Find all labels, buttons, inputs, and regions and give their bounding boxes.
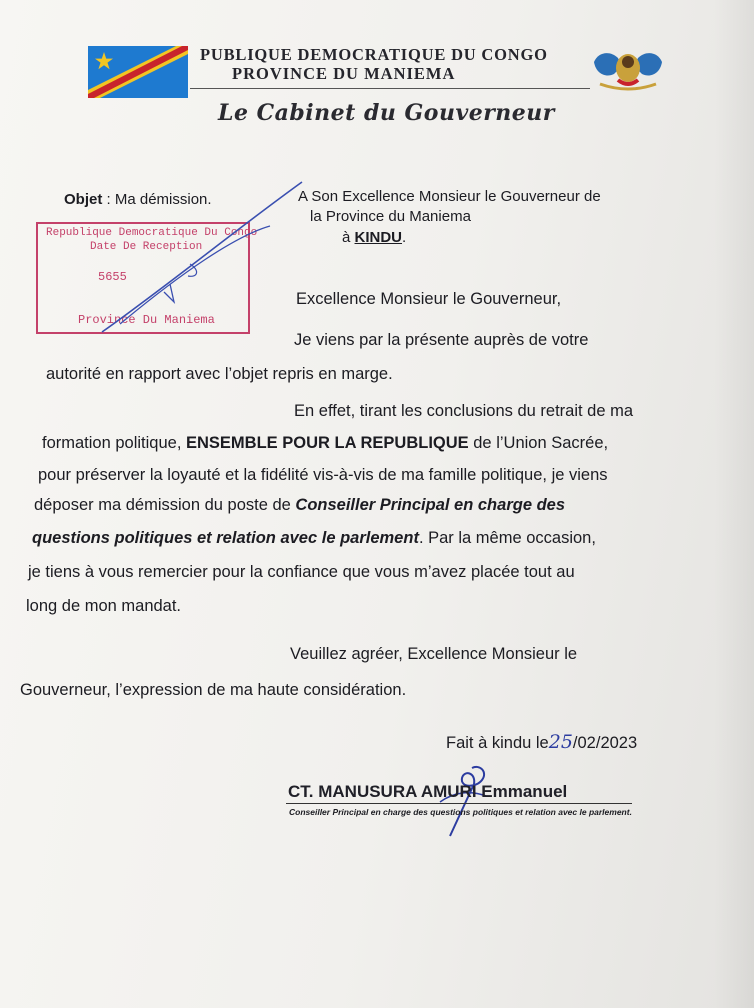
stamp-number: 5655 (98, 270, 127, 284)
para2-line-5-b: . Par la même occasion, (418, 529, 596, 547)
closing-line-1: Veuillez agréer, Excellence Monsieur le (290, 645, 578, 663)
date-rest: /02/2023 (572, 734, 638, 752)
para2-line-2-a: formation politique, (42, 434, 186, 452)
para2-line-1: En effet, tirant les conclusions du retrait de ma (294, 402, 634, 420)
drc-flag-icon (88, 46, 188, 98)
para2-line-5 (32, 529, 596, 548)
para2-line-2 (42, 434, 608, 453)
recipient-line-2: la Province du Maniema (310, 208, 471, 225)
recipient-line-1: A Son Excellence Monsieur le Gouverneur de (298, 188, 601, 205)
date-line (446, 731, 637, 753)
page-shadow (714, 0, 754, 1008)
para2-line-4-a: déposer ma démission du poste de (34, 496, 296, 514)
date-day-handwritten: 25 (548, 731, 573, 753)
signature-divider (286, 803, 632, 804)
recipient-suffix: . (402, 229, 407, 246)
para1-line-2: autorité en rapport avec l’objet repris en marge. (46, 365, 393, 383)
handwritten-stroke-icon (30, 174, 330, 344)
recipient-city: KINDU (354, 229, 403, 246)
recipient-prefix: à (342, 229, 355, 246)
header-divider (190, 88, 590, 89)
salutation: Excellence Monsieur le Gouverneur, (296, 290, 562, 308)
date-prefix: Fait à kindu le (446, 734, 549, 752)
para2-line-2-c: de l’Union Sacrée, (468, 434, 609, 452)
position-title-part-1: Conseiller Principal en charge des (295, 496, 566, 514)
para2-line-7: long de mon mandat. (26, 597, 182, 615)
subject-label: Objet (64, 191, 103, 208)
para2-line-4 (34, 496, 565, 515)
header-country: PUBLIQUE DEMOCRATIQUE DU CONGO (200, 45, 548, 64)
party-name: ENSEMBLE POUR LA REPUBLIQUE (186, 434, 469, 452)
subject-text: : Ma démission. (102, 191, 212, 208)
para2-line-6: je tiens à vous remercier pour la confiance que vous m’avez placée tout au (28, 563, 575, 581)
coat-of-arms-icon (588, 44, 668, 94)
header-province: PROVINCE DU MANIEMA (232, 64, 456, 83)
signatory-title: Conseiller Principal en charge des questions politiques et relation avec le parlement. (289, 807, 632, 817)
cabinet-title: Le Cabinet du Gouverneur (218, 100, 555, 126)
stamp-country: Republique Democratique Du Congo (46, 227, 258, 239)
recipient-line-3 (342, 229, 406, 246)
para2-line-3: pour préserver la loyauté et la fidélité vis-à-vis de ma famille politique, je viens (38, 466, 608, 484)
closing-line-2: Gouverneur, l’expression de ma haute considération. (20, 681, 407, 699)
para1-line-1: Je viens par la présente auprès de votre (294, 331, 589, 349)
signatory-name: CT. MANUSURA AMURI Emmanuel (288, 782, 568, 801)
stamp-date-label: Date De Reception (90, 241, 203, 253)
stamp-province: Province Du Maniema (78, 313, 215, 327)
signature-icon (430, 762, 500, 842)
position-title-part-2: questions politiques et relation avec le parlement (32, 529, 419, 547)
